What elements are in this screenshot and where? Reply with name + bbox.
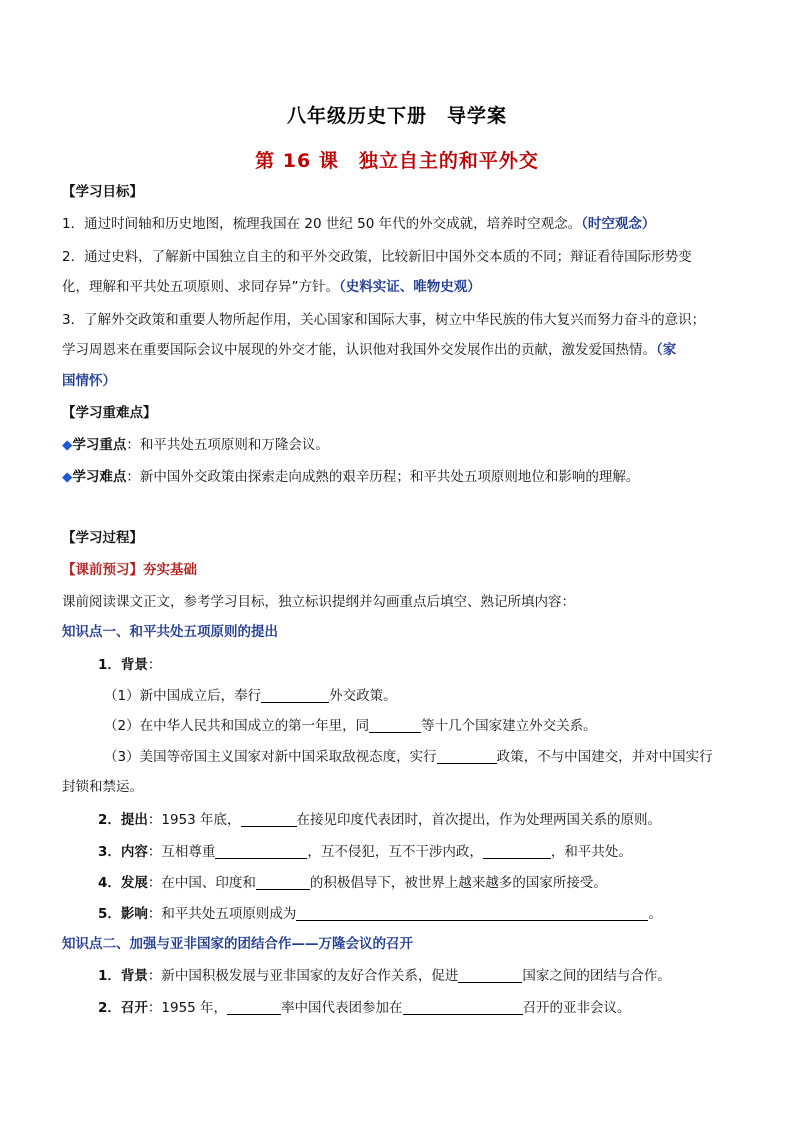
kp1-background (98, 655, 161, 675)
difficulty-line (62, 467, 639, 487)
kp2-p2-text-c: 召开的亚非会议。 (522, 1000, 631, 1016)
kp1-bg-label: 1．背景 (98, 657, 148, 673)
kp1-p5-text-b: 。 (648, 906, 662, 922)
goal-3-tag-b: 国情怀） (62, 373, 116, 389)
goal-1-tag: （时空观念） (581, 216, 656, 232)
kp2-p2-text-b: 率中国代表团参加在 (281, 1000, 403, 1016)
diamond-bullet-icon: ◆ (62, 437, 73, 453)
difficulty-label: 学习难点 (72, 469, 127, 485)
fill-blank[interactable] (227, 1000, 281, 1015)
goal-3-line-3 (62, 371, 116, 391)
kp2-p1-label: 1．背景 (98, 968, 148, 984)
goal-1-text: 1．通过时间轴和历史地图，梳理我国在 20 世纪 50 年代的外交成就，培养时空观念。 (62, 216, 582, 232)
kp1-p2-text-b: 在接见印度代表团时，首次提出，作为处理两国关系的原则。 (296, 812, 662, 828)
difficulty-text: ：新中国外交政策由探索走向成熟的艰辛历程；和平共处五项原则地位和影响的理解。 (126, 469, 640, 485)
kp1-p3-label: 3．内容 (98, 844, 148, 860)
preview-line (62, 560, 197, 580)
fill-blank[interactable] (458, 968, 522, 983)
document-title: 八年级历史下册 导学案 (286, 105, 507, 127)
kp1-b3 (104, 747, 713, 767)
kp1-b1-text-a: （1）新中国成立后，奉行 (104, 688, 262, 704)
kp1-p3-text-c: ，和平共处。 (550, 844, 632, 860)
kp1-p3-text-b: ，互不侵犯，互不干涉内政， (307, 844, 483, 860)
kp2-p2-label: 2．召开 (98, 1000, 148, 1016)
lesson-title: 第 16 课 独立自主的和平外交 (255, 150, 539, 172)
goal-2-tag: （史料实证、唯物史观） (339, 279, 481, 295)
goal-2-text: 化，理解和平共处五项原则、求同存异”方针。 (62, 279, 339, 295)
kp1-b2-text-b: 等十几个国家建立外交关系。 (421, 718, 597, 734)
kp1-p4 (98, 873, 607, 893)
kp1-p4-text-a: ：在中国、印度和 (147, 875, 256, 891)
fill-blank[interactable] (437, 749, 497, 764)
goal-3-text: 学习周恩来在重要国际会议中展现的外交才能，认识他对我国外交发展作出的贡献，激发爱国热情。 (62, 342, 656, 358)
kp1-b3-cont: 封锁和禁运。 (62, 779, 143, 795)
kp2-p2-text-a: ：1955 年， (147, 1000, 228, 1016)
process-heading: 【学习过程】 (62, 530, 143, 546)
goal-3-line-1: 3．了解外交政策和重要人物所起作用，关心国家和国际大事，树立中华民族的伟大复兴而努力奋斗的意识； (62, 312, 706, 328)
kp1-b3-text-a: （3）美国等帝国主义国家对新中国采取敌视态度，实行 (104, 749, 437, 765)
kp1-p2 (98, 810, 661, 830)
fill-blank[interactable] (369, 718, 421, 733)
kp1-b2 (104, 716, 597, 736)
instruction-line: 课前阅读课文正文，参考学习目标，独立标识提纲并勾画重点后填空、熟记所填内容： (62, 594, 575, 610)
diamond-bullet-icon: ◆ (62, 469, 73, 485)
goal-2-line-2 (62, 277, 481, 297)
fill-blank[interactable] (403, 1000, 523, 1015)
kp2-p1-text-a: ：新中国积极发展与亚非国家的友好合作关系，促进 (147, 968, 459, 984)
fill-blank[interactable] (241, 812, 297, 827)
kp1-p5 (98, 904, 662, 924)
kp1-b1 (104, 686, 397, 706)
focus-text: ：和平共处五项原则和万隆会议。 (126, 437, 329, 453)
kp1-heading: 知识点一、和平共处五项原则的提出 (62, 624, 278, 640)
fill-blank[interactable] (215, 844, 307, 859)
fill-blank[interactable] (261, 688, 329, 703)
goals-heading: 【学习目标】 (62, 184, 143, 200)
focus-label: 学习重点 (72, 437, 127, 453)
kp1-b2-text-a: （2）在中华人民共和国成立的第一年里，同 (104, 718, 370, 734)
goal-2-line-1: 2．通过史料，了解新中国独立自主的和平外交政策，比较新旧中国外交本质的不同；辩证看待国际形势变 (62, 249, 692, 265)
kp1-b1-text-b: 外交政策。 (329, 688, 397, 704)
goal-1 (62, 214, 655, 234)
kp1-b3-text-b: 政策，不与中国建交，并对中国实行 (496, 749, 713, 765)
kp1-p5-label: 5．影响 (98, 906, 148, 922)
preview-tag: 【课前预习】 (62, 562, 143, 578)
key-heading: 【学习重难点】 (62, 405, 157, 421)
fill-blank[interactable] (483, 844, 551, 859)
kp1-p4-text-b: 的积极倡导下，被世界上越来越多的国家所接受。 (309, 875, 607, 891)
goal-3-tag-a: （家 (656, 342, 677, 358)
kp1-p4-label: 4．发展 (98, 875, 148, 891)
goal-3-line-2 (62, 340, 676, 360)
kp1-p2-label: 2．提出 (98, 812, 148, 828)
kp1-bg-colon: ： (147, 657, 162, 673)
kp2-p1-text-b: 国家之间的团结与合作。 (522, 968, 671, 984)
kp2-p2 (98, 998, 631, 1018)
fill-blank[interactable] (296, 906, 648, 921)
kp1-p3 (98, 842, 632, 862)
fill-blank[interactable] (256, 875, 310, 890)
focus-line (62, 435, 329, 455)
kp1-p3-text-a: ：互相尊重 (147, 844, 216, 860)
preview-text: 夯实基础 (143, 562, 197, 578)
kp2-p1 (98, 966, 671, 986)
kp1-p5-text-a: ：和平共处五项原则成为 (147, 906, 297, 922)
kp1-p2-text-a: ：1953 年底， (147, 812, 241, 828)
kp2-heading: 知识点二、加强与亚非国家的团结合作——万隆会议的召开 (62, 936, 413, 952)
